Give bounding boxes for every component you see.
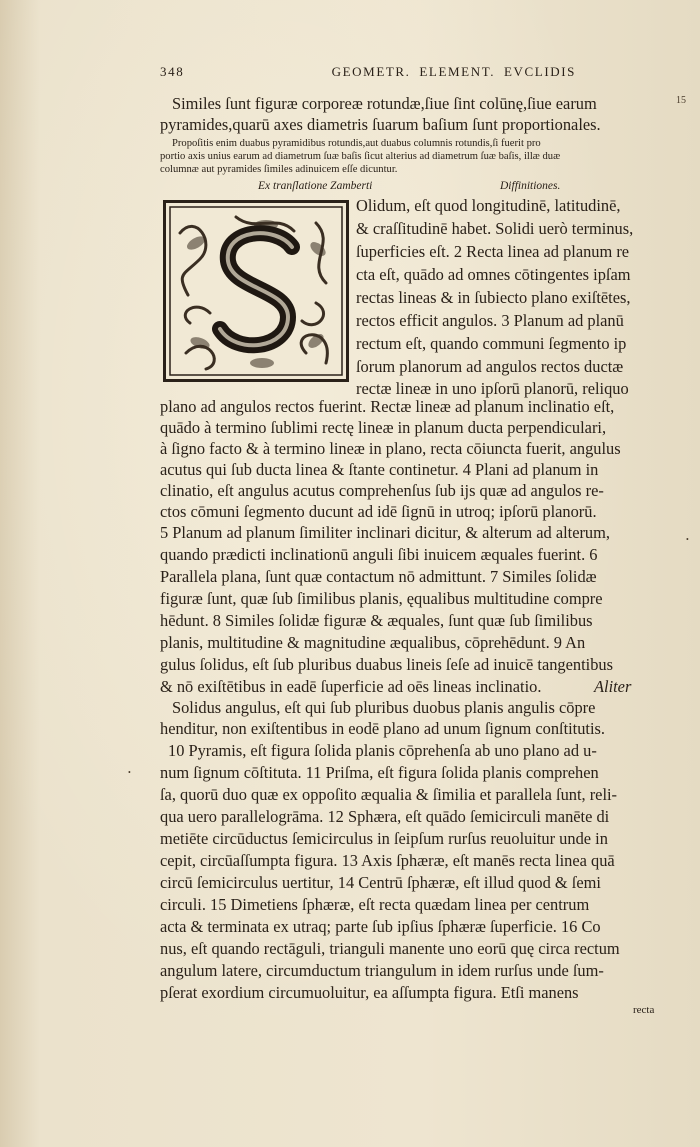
body-line: ſuperficies eſt. 2 Recta linea ad planum re: [356, 242, 630, 261]
note-line: portio axis unius earum ad diametrum ſuæ baſis ſicut alterius ad diametrum ſuæ baſis, illæ duæ: [160, 151, 561, 162]
body-line: qua uero parallelogrāma. 12 Sphæra, eſt quādo ſemicirculi manēte di: [160, 807, 610, 826]
body-line: henditur, non exiſtentibus in eodē plano ad unum ſignum conſtitutis.: [160, 719, 606, 738]
body-line: planis, multitudine & magnitudine æqualibus, cōprehēdunt. 9 An: [160, 633, 586, 652]
running-title: GEOMETR. ELEMENT. EVCLIDIS: [331, 64, 576, 79]
body-line: hēdunt. 8 Similes ſolidæ figuræ & æquales, ſunt quæ ſub ſimilibus: [160, 611, 593, 630]
body-line: Parallela plana, ſunt quæ contactum nō admittunt. 7 Similes ſolidæ: [160, 567, 597, 586]
body-line: gulus ſolidus, eſt ſub pluribus duabus lineis ſeſe ad inuicē tangentibus: [160, 655, 613, 674]
body-line: ſorum planorum ad angulos rectos ductæ: [356, 357, 624, 376]
body-line: cta eſt, quādo ad omnes cōtingentes ipſam: [356, 265, 631, 284]
body-line: rectæ lineæ in uno ipſorū planorū, reliquo: [356, 379, 629, 398]
body-line: ctos cōmuni ſegmento ducunt ad idē ſignū in utroq; ipſorū planorū.: [160, 502, 597, 521]
body-line: cepit, circūaſſumpta figura. 13 Axis ſphæræ, eſt manēs recta linea quā: [160, 851, 615, 870]
body-line: ſa, quorū duo quæ ex oppoſito æqualia & ſimilia et parallela ſunt, reli-: [160, 785, 618, 804]
body-line: 5 Planum ad planum ſimiliter inclinari dicitur, & alterum ad alterum,: [160, 523, 610, 542]
body-line: rectas lineas & in ſubiecto plano exiſtētes,: [356, 288, 631, 307]
body-line: quando prædicti inclinationū anguli ſibi inuicem æquales fuerint. 6: [160, 545, 598, 564]
note-line: Propoſitis enim duabus pyramidibus rotundis,aut duabus columnis rotundis,ſi fuerit pro: [172, 138, 541, 149]
page-number: 348: [160, 64, 185, 79]
body-line: pſerat exordium circumuoluitur, ea aſſumpta figura. Etſi manens: [160, 983, 579, 1002]
body-line: circū ſemicirculus uertitur, 14 Centrū ſphæræ, eſt illud quod & ſemi: [160, 873, 601, 892]
catchword: recta: [633, 1004, 655, 1016]
aliter-label: Aliter: [594, 677, 632, 696]
section-source: Ex tranſlatione Zamberti: [258, 180, 373, 192]
body-line: & craſſitudinē habet. Solidi uerò terminus,: [356, 219, 634, 238]
intro-line: pyramides,quarū axes diametris ſuarum baſium ſunt proportionales.: [160, 115, 601, 134]
body-line: & nō exiſtētibus in eadē ſuperficie ad oēs lineas inclinatio.: [160, 677, 542, 696]
body-line: clinatio, eſt angulus acutus comprehenſus ſub ijs quæ ad angulos re-: [160, 481, 604, 500]
section-title: Diffinitiones.: [500, 180, 561, 192]
body-line: rectum eſt, quando communi ſegmento ip: [356, 334, 627, 353]
body-line: figuræ ſunt, quæ ſub ſimilibus planis, ęqualibus multitudine compre: [160, 589, 603, 608]
body-line: Olidum, eſt quod longitudinē, latitudinē,: [356, 196, 621, 215]
body-line: Solidus angulus, eſt qui ſub pluribus duobus planis angulis cōpre: [172, 698, 596, 717]
body-line: 10 Pyramis, eſt figura ſolida planis cōprehenſa ab uno plano ad u-: [168, 741, 597, 760]
body-line: acutus qui ſub ducta linea & ſtante continetur. 4 Plani ad planum in: [160, 460, 599, 479]
body-line: plano ad angulos rectos fuerint. Rectæ lineæ ad planum inclinatio eſt,: [160, 397, 615, 416]
decorated-initial: [163, 200, 349, 382]
margin-note-number: 15: [676, 95, 686, 106]
note-line: columnæ aut pyramides ſimiles adinuicem eſſe dicuntur.: [160, 164, 398, 175]
body-line: num ſignum cōſtituta. 11 Priſma, eſt figura ſolida planis comprehen: [160, 763, 599, 782]
body-line: rectos efficit angulos. 3 Planum ad planū: [356, 311, 624, 330]
body-line: à ſigno facto & à termino lineæ in plano, recta cōiuncta fuerit, angulus: [160, 439, 621, 458]
intro-line: Similes ſunt figuræ corporeæ rotundæ,ſiue ſint colūnę,ſiue earum: [172, 94, 597, 113]
body-line: circuli. 15 Dimetiens ſphæræ, eſt recta quædam linea per centrum: [160, 895, 590, 914]
body-line: metiēte circūductus ſemicirculus in ſeipſum rurſus reuoluitur unde in: [160, 829, 608, 848]
body-line: angulum latere, circumductum triangulum in idem rurſus unde ſum-: [160, 961, 604, 980]
body-line: nus, eſt quando rectāguli, trianguli manente uno eorū quę circa rectum: [160, 939, 620, 958]
body-line: quādo à termino ſublimi rectę lineæ in planum ducta perpendiculari,: [160, 418, 607, 437]
foliage-ornament-icon: [166, 203, 346, 379]
margin-dot: •: [686, 535, 689, 544]
margin-dot: •: [128, 768, 131, 777]
body-line: acta & terminata ex utraq; parte ſub ipſius ſphæræ ſuperficie. 16 Co: [160, 917, 601, 936]
